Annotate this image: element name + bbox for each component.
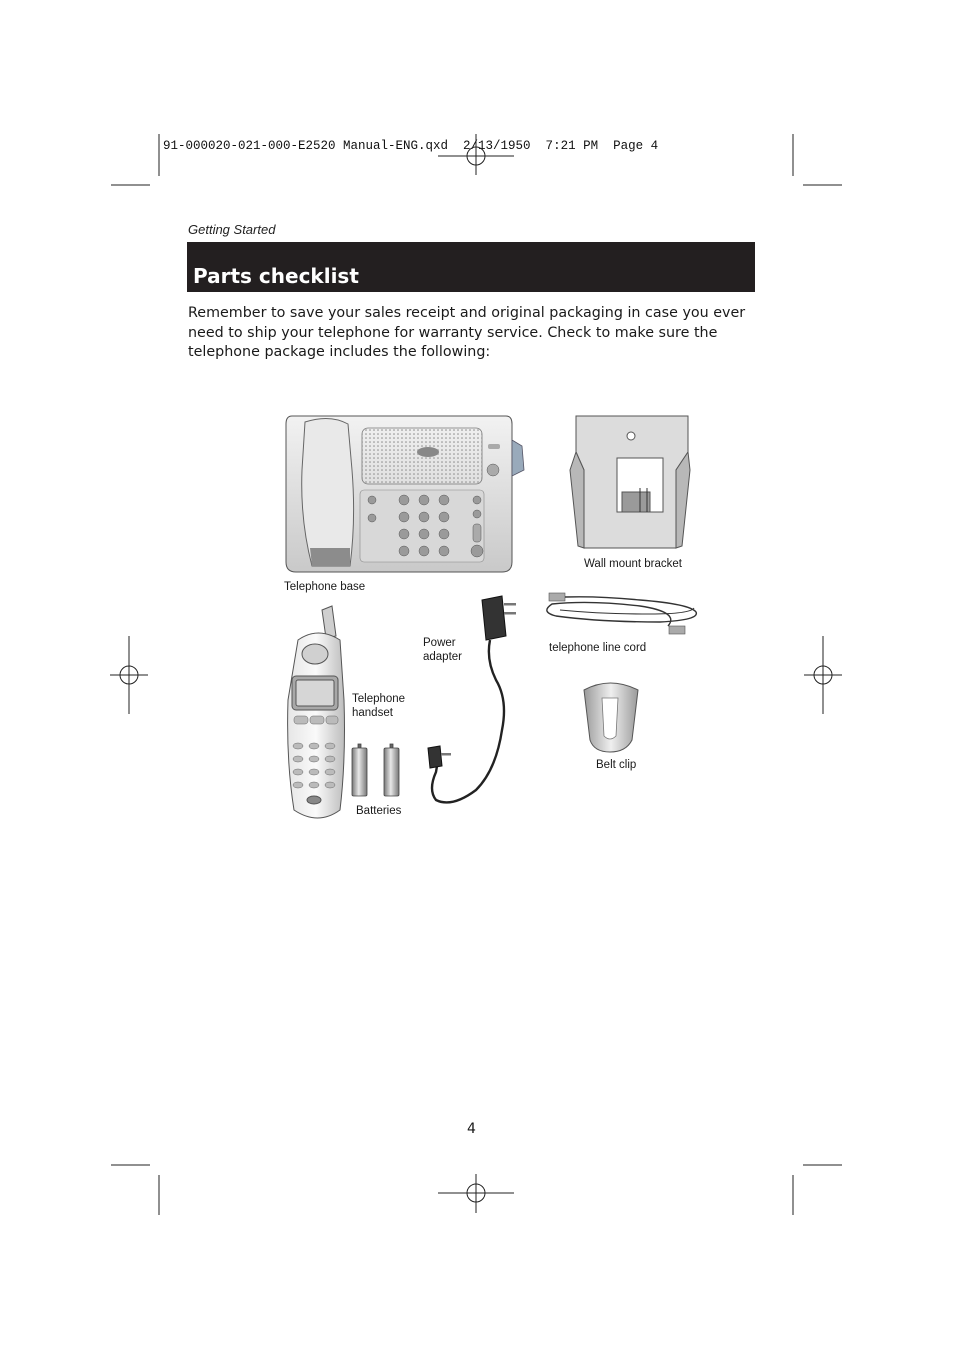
page-title: Parts checklist	[193, 264, 359, 288]
telephone-handset-image	[288, 606, 345, 818]
section-label: Getting Started	[188, 222, 276, 237]
caption-power-adapter-line1: Power	[423, 637, 456, 649]
caption-belt-clip: Belt clip	[596, 759, 637, 771]
caption-telephone-line-cord: telephone line cord	[549, 642, 647, 654]
print-slug: 91-000020-021-000-E2520 Manual-ENG.qxd 2/13/1950 7:21 PM Page 4	[163, 139, 659, 153]
belt-clip-image	[584, 683, 638, 752]
caption-telephone-handset	[352, 692, 405, 720]
caption-telephone-handset-line1: Telephone	[352, 693, 406, 705]
batteries-image	[352, 744, 399, 796]
page-number: 4	[467, 1121, 476, 1137]
power-adapter-image	[428, 596, 516, 802]
caption-power-adapter	[423, 636, 462, 664]
caption-telephone-handset-line2: handset	[352, 707, 393, 719]
wall-mount-bracket-image	[570, 416, 690, 548]
intro-paragraph: Remember to save your sales receipt and original packaging in case you ever need to ship your telephone for warranty service. Check to make sure the telephone package includes the following:	[188, 305, 746, 360]
caption-power-adapter-line2: adapter	[423, 651, 463, 663]
caption-wall-mount-bracket: Wall mount bracket	[584, 558, 682, 570]
caption-telephone-base: Telephone base	[284, 581, 366, 593]
caption-batteries: Batteries	[356, 805, 402, 817]
telephone-line-cord-image	[547, 593, 697, 634]
telephone-base-image	[286, 416, 524, 572]
